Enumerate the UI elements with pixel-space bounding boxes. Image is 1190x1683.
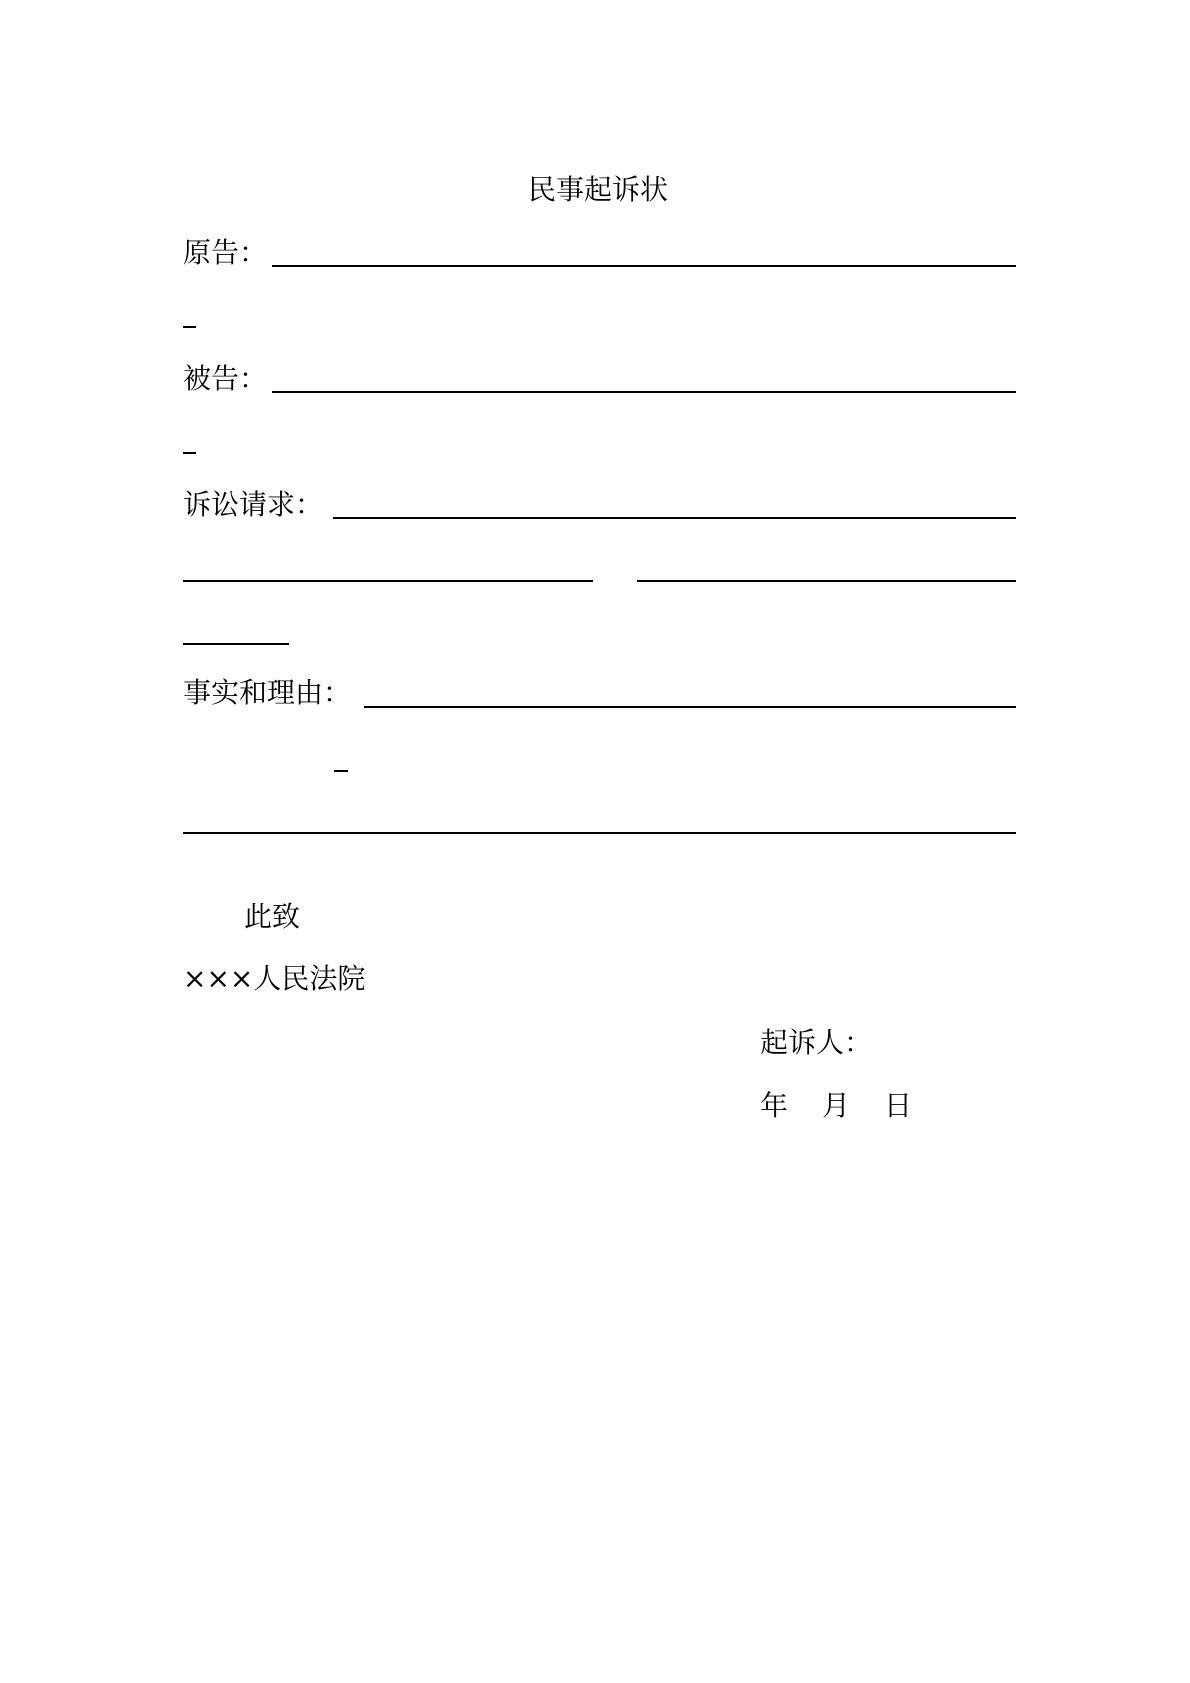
facts-fill-line-1 — [364, 706, 1016, 708]
closing-salutation: 此致 — [244, 900, 301, 933]
signer-label: 起诉人： — [760, 1026, 873, 1059]
plaintiff-fill-line — [272, 265, 1016, 267]
document-title: 民事起诉状 — [528, 173, 669, 206]
date-day-label: 日 — [884, 1089, 913, 1122]
court-name: ×××人民法院 — [183, 962, 366, 995]
plaintiff-label: 原告： — [183, 236, 268, 269]
defendant-fill-line — [272, 391, 1016, 393]
facts-label: 事实和理由： — [183, 676, 352, 709]
claims-fill-line-1 — [333, 517, 1016, 519]
claims-label: 诉讼请求： — [183, 488, 324, 521]
date-year-label: 年 — [760, 1089, 789, 1122]
facts-fill-line-tail — [334, 770, 348, 772]
facts-fill-line-2 — [183, 832, 1016, 834]
date-month-label: 月 — [822, 1089, 851, 1122]
defendant-fill-line-tail — [183, 452, 196, 454]
claims-fill-line-2a — [183, 580, 593, 582]
defendant-label: 被告： — [183, 362, 268, 395]
plaintiff-fill-line-tail — [183, 326, 196, 328]
claims-fill-line-2b — [637, 580, 1016, 582]
claims-fill-line-3 — [183, 643, 289, 645]
